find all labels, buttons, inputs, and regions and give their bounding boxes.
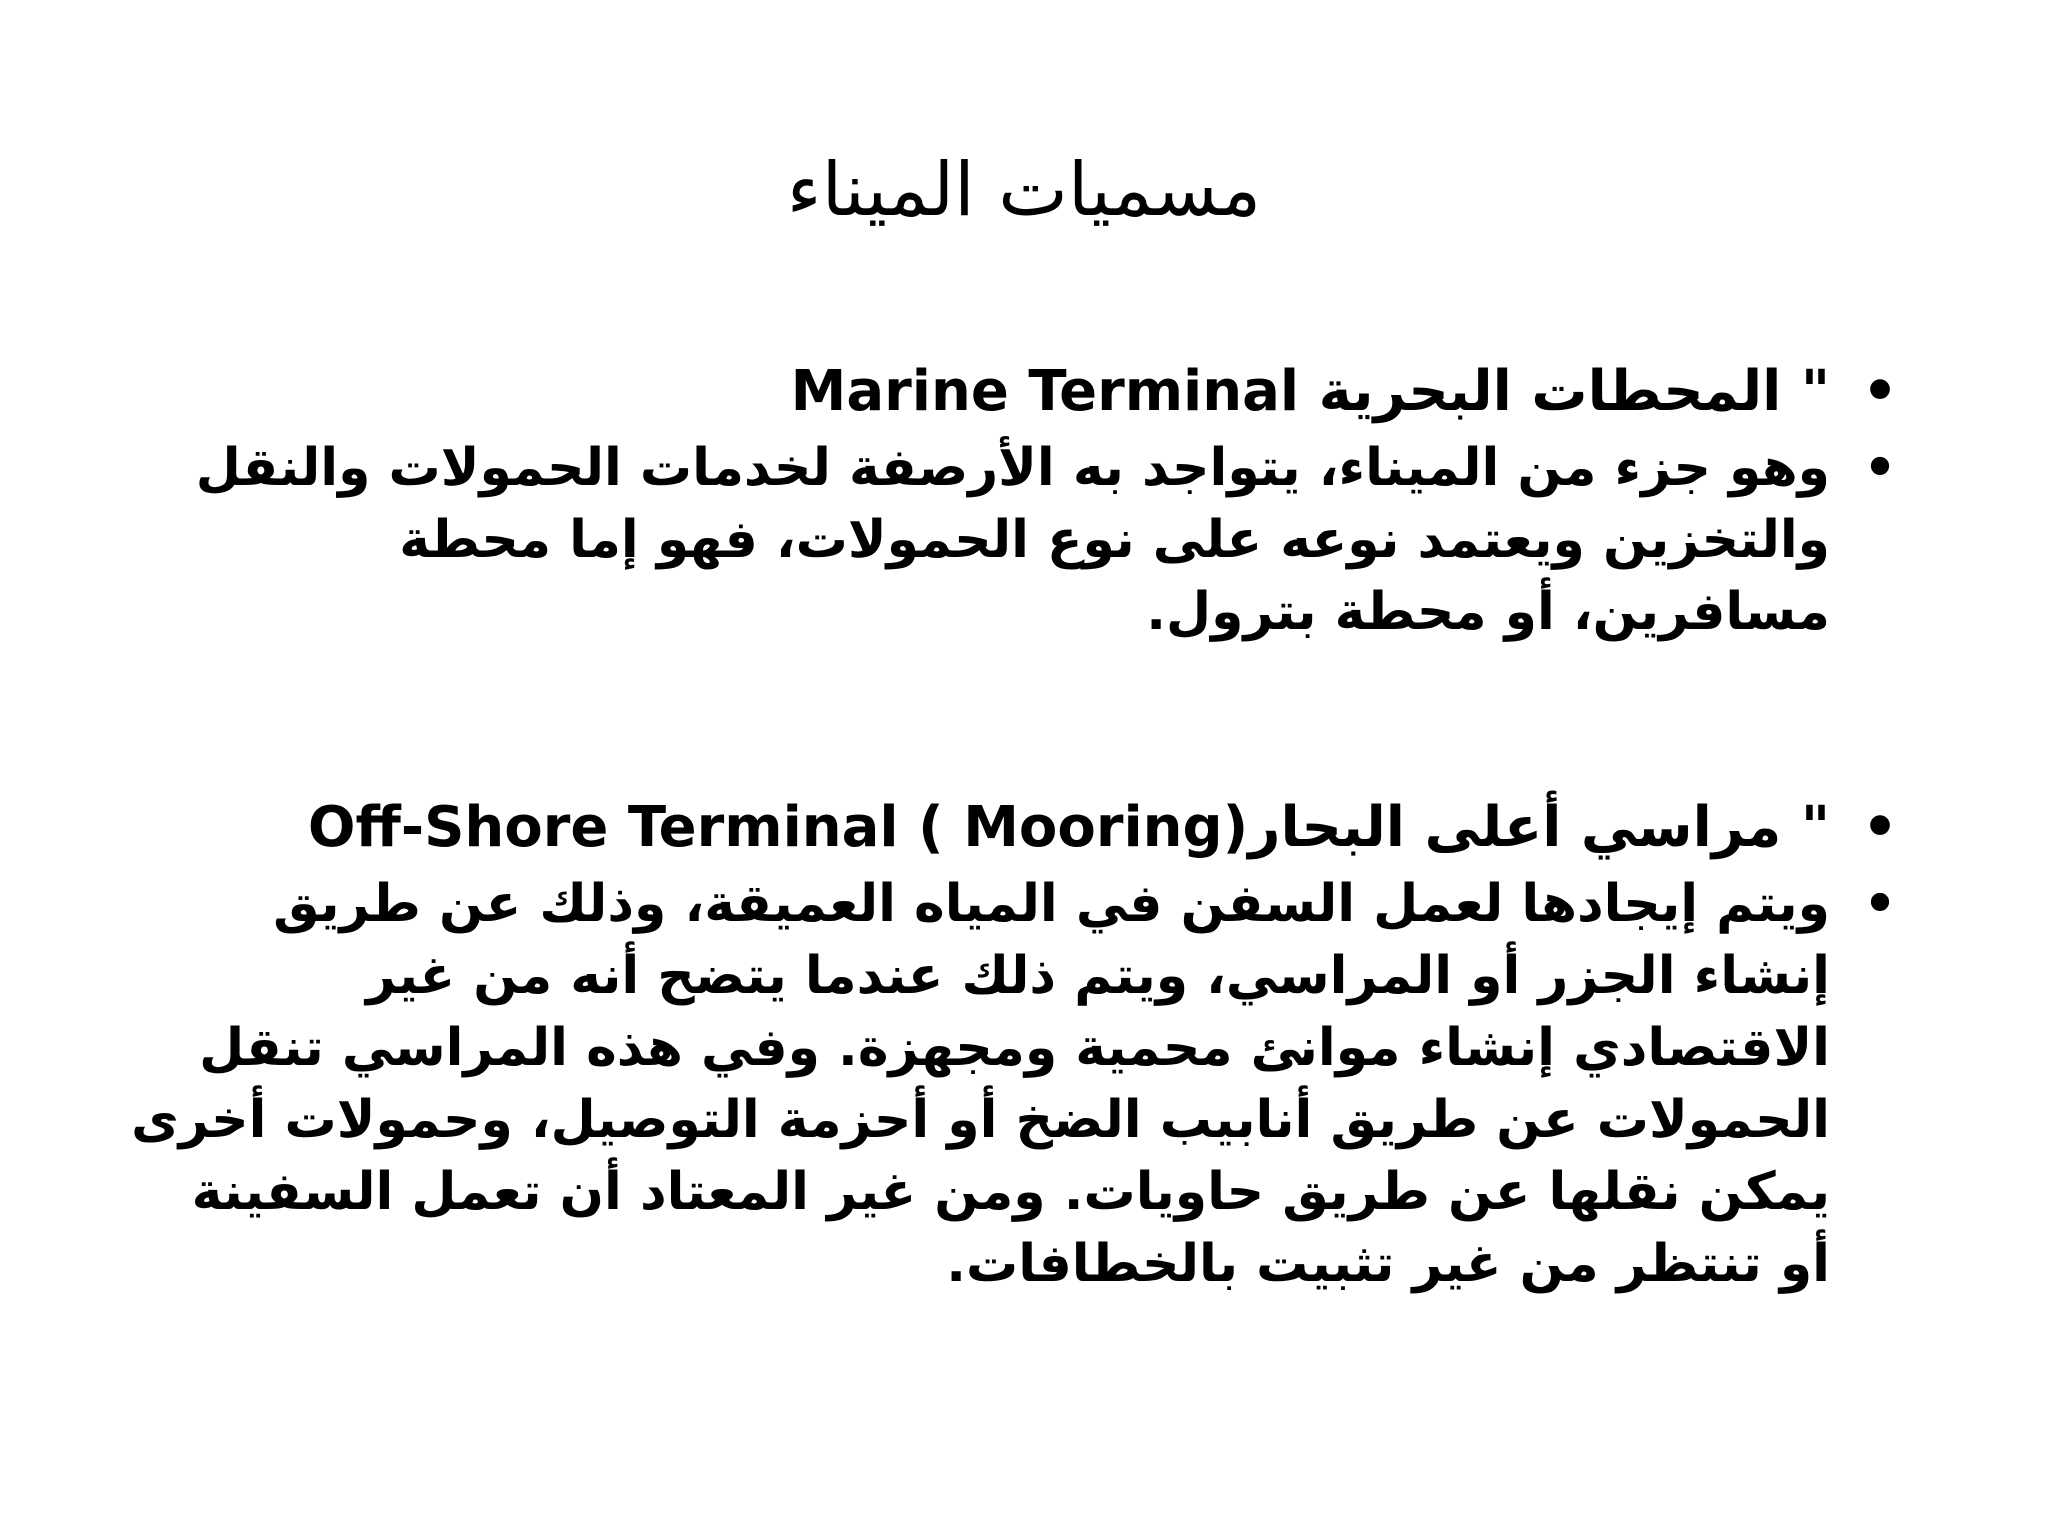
bullet-marine-terminal [130,352,1910,432]
bullet-list [130,352,1910,1300]
bullet-text: " المحطات البحرية Marine Terminal [790,359,1830,424]
bullet-dot: • [1862,795,1898,860]
bullet-offshore-terminal [130,788,1910,868]
bullet-text: وهو جزء من الميناء، يتواجد به الأرصفة لخدمات الحمولات والنقل والتخزين ويعتمد نوعه على نوع الحمولات، فهو إما محطة مسافرين، أو محطة بترول. [195,438,1830,642]
bullet-offshore-terminal-description [130,868,1910,1300]
bullet-marine-terminal-description [130,432,1910,648]
spacer [130,648,1910,788]
slide-title: مسميات الميناء [786,147,1262,233]
bullet-dot: • [1863,874,1897,934]
bullet-dot: • [1863,438,1897,498]
bullet-text: ويتم إيجادها لعمل السفن في المياه العميقة، وذلك عن طريق إنشاء الجزر أو المراسي، ويتم ذلك عندما يتضح أنه من غير الاقتصادي إنشاء موانئ محمية ومجهزة. وفي هذه المراسي تنقل الحمولات عن طريق أنابيب الضخ أو أحزمة التوصيل، وحمولات أخرى يمكن نقلها عن طريق حاويات. ومن غير المعتاد أن تعمل السفينة أو تنتظر من غير تثبيت بالخطافات. [131,874,1830,1294]
bullet-text: " مراسي أعلى البحار(Off-Shore Terminal ( Mooring [307,795,1830,860]
bullet-dot: • [1862,359,1898,424]
